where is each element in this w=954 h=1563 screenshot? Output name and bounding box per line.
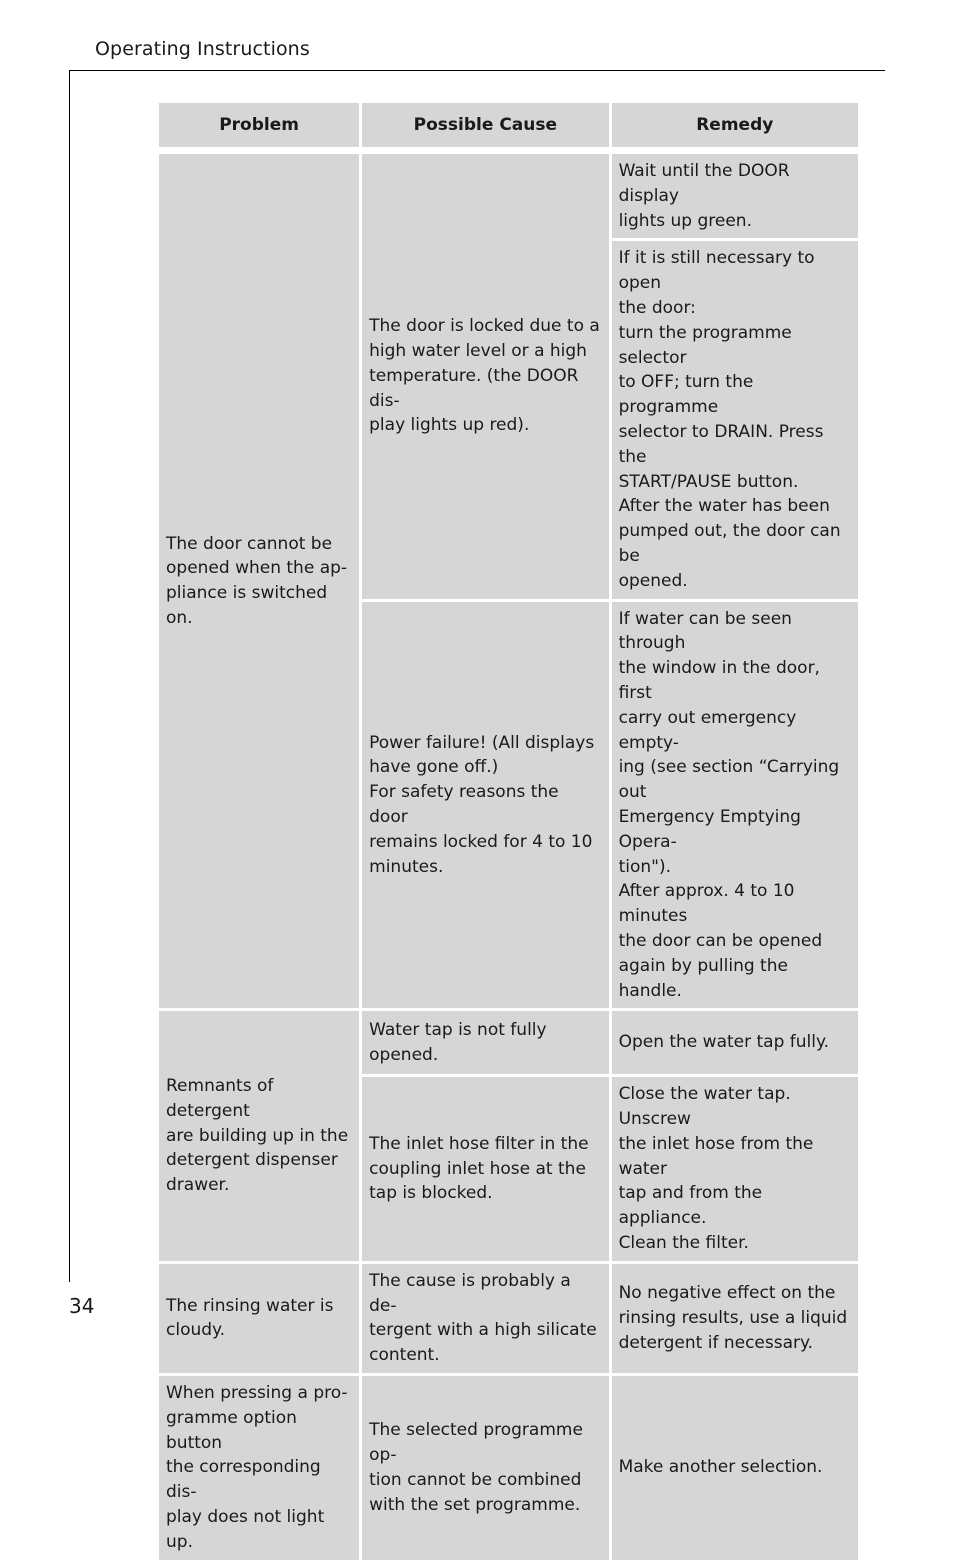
- table-row: [159, 1376, 858, 1560]
- remedy-cell: If water can be seen through the window in the door, first carry out emergency empty- ing (see section “Carrying out Emergency Emptying Opera- tion"). After approx. 4 to 10 minutes the door can be opened again by pulling the handle.: [612, 602, 858, 1009]
- page-header-title: Operating Instructions: [95, 38, 310, 60]
- remedy-cell: If it is still necessary to open the door: turn the programme selector to OFF; turn the programme selector to DRAIN. Press the START/PAUSE button. After the water has been pumped out, the door can be opened.: [612, 241, 858, 598]
- problem-cell: When pressing a pro- gramme option button the corresponding dis- play does not light up.: [159, 1376, 359, 1560]
- remedy-cell: Open the water tap fully.: [612, 1011, 858, 1074]
- problem-cell: The rinsing water is cloudy.: [159, 1264, 359, 1373]
- header-rule: [69, 70, 885, 71]
- problem-cell: The door cannot be opened when the ap- pliance is switched on.: [159, 154, 359, 1008]
- column-header-possible-cause: Possible Cause: [362, 103, 608, 147]
- table-header-row: [159, 103, 858, 147]
- page-number: 34: [69, 1294, 95, 1318]
- table-row: [159, 154, 858, 238]
- cause-cell: Water tap is not fully opened.: [362, 1011, 608, 1074]
- problem-cell: Remnants of detergent are building up in the detergent dispenser drawer.: [159, 1011, 359, 1261]
- remedy-cell: No negative effect on the rinsing results, use a liquid detergent if necessary.: [612, 1264, 858, 1373]
- left-margin-rule: [69, 70, 70, 1282]
- cause-cell: The cause is probably a de- tergent with a high silicate content.: [362, 1264, 608, 1373]
- cause-cell: The selected programme op- tion cannot be combined with the set programme.: [362, 1376, 608, 1560]
- cause-cell: Power failure! (All displays have gone off.) For safety reasons the door remains locked for 4 to 10 minutes.: [362, 602, 608, 1009]
- column-header-remedy: Remedy: [612, 103, 858, 147]
- table-row: [159, 1011, 858, 1074]
- remedy-cell: Close the water tap. Unscrew the inlet hose from the water tap and from the appliance. Clean the filter.: [612, 1077, 858, 1261]
- table-row: [159, 1264, 858, 1373]
- cause-cell: The inlet hose filter in the coupling inlet hose at the tap is blocked.: [362, 1077, 608, 1261]
- column-header-problem: Problem: [159, 103, 359, 147]
- remedy-cell: Make another selection.: [612, 1376, 858, 1560]
- remedy-cell: Wait until the DOOR display lights up green.: [612, 154, 858, 238]
- cause-cell: The door is locked due to a high water level or a high temperature. (the DOOR dis- play lights up red).: [362, 154, 608, 599]
- troubleshooting-table: [156, 100, 861, 1563]
